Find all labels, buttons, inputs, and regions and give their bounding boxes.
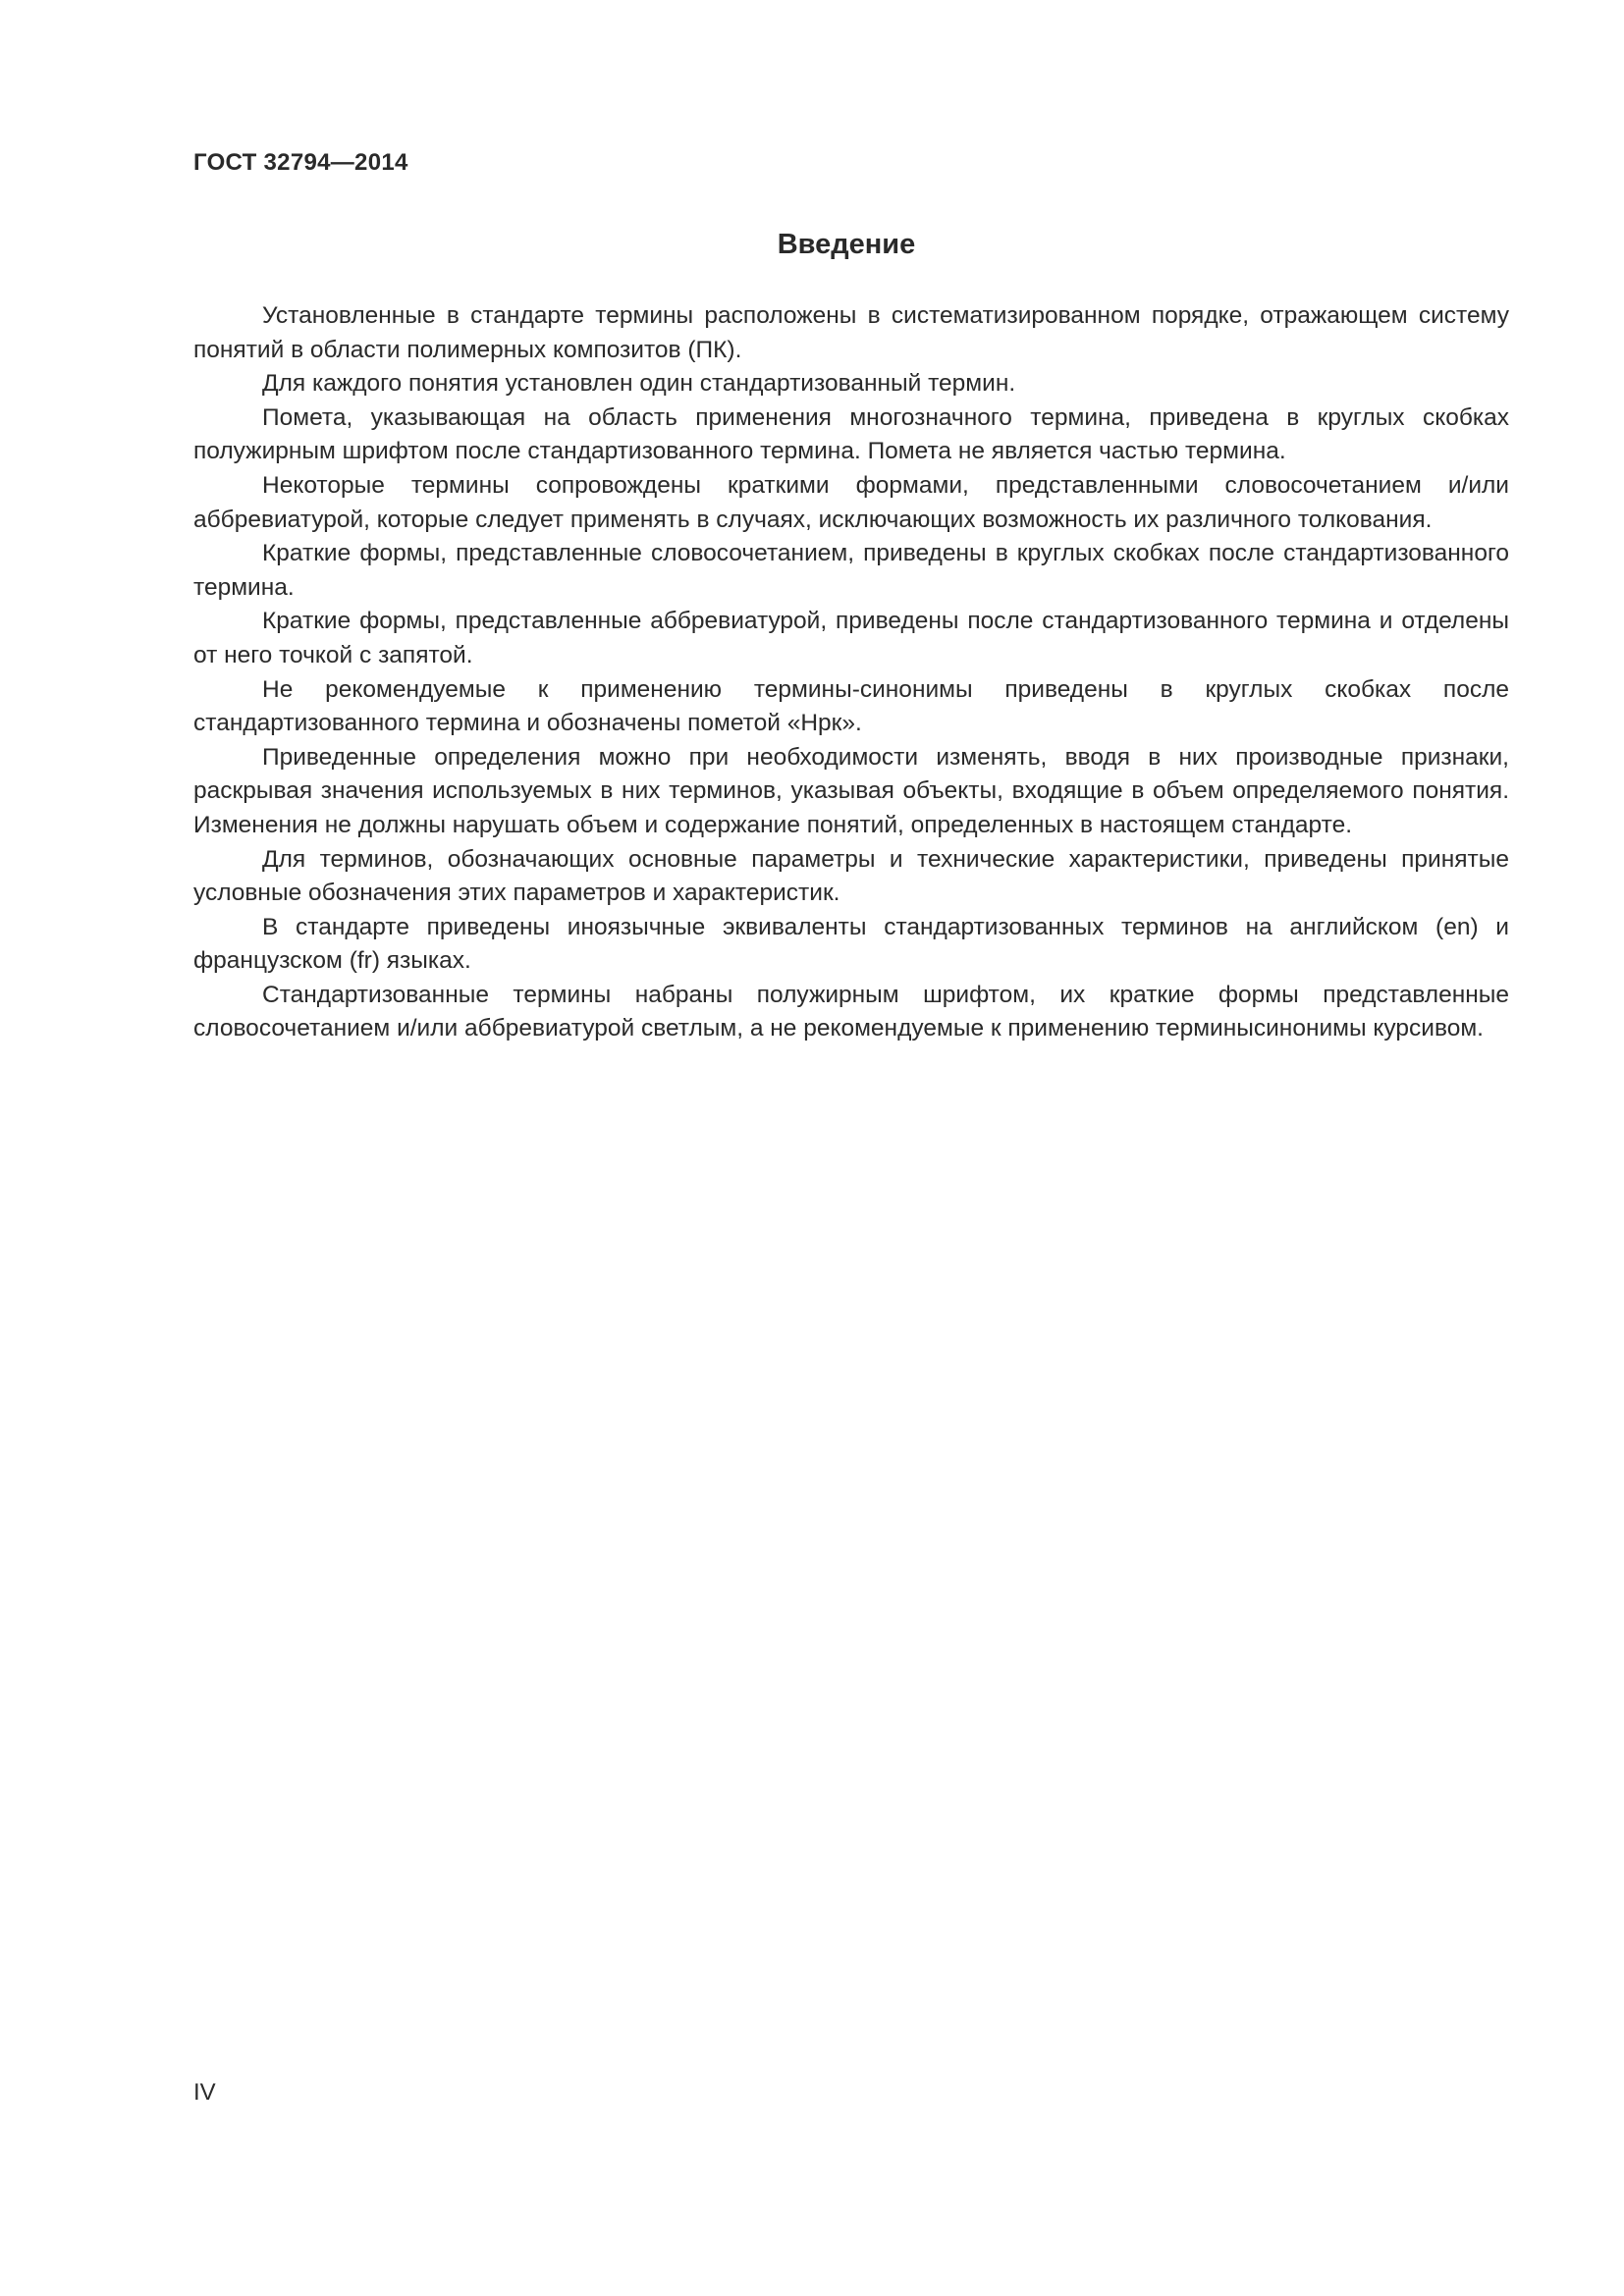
section-title: Введение <box>777 229 916 260</box>
page-number: IV <box>193 2079 216 2106</box>
paragraph: Стандартизованные термины набраны полужирным шрифтом, их краткие формы представленные словосочетанием и/или аббревиатурой светлым, а не рекомендуемые к применению терминысинонимы курсивом. <box>193 981 1509 1042</box>
paragraph: Для терминов, обозначающих основные параметры и технические характеристики, приведены принятые условные обозначения этих параметров и характеристик. <box>193 845 1509 907</box>
paragraph: В стандарте приведены иноязычные эквиваленты стандартизованных терминов на английском (en) и французском (fr) языках. <box>193 913 1509 975</box>
paragraph: Для каждого понятия установлен один стандартизованный термин. <box>262 370 1016 398</box>
paragraph: Помета, указывающая на область применения многозначного термина, приведена в круглых скобках полужирным шрифтом после стандартизованного термина. Помета не является частью термина. <box>193 403 1509 465</box>
paragraph: Краткие формы, представленные словосочетанием, приведены в круглых скобках после стандартизованного термина. <box>193 540 1509 601</box>
body-text <box>193 299 1509 1046</box>
paragraph: Не рекомендуемые к применению термины-синонимы приведены в круглых скобках после стандартизованного термина и обозначены пометой «Нрк». <box>193 675 1509 737</box>
paragraph: Установленные в стандарте термины расположены в систематизированном порядке, отражающем систему понятий в области полимерных композитов (ПК). <box>193 302 1509 363</box>
document-code: ГОСТ 32794—2014 <box>193 149 408 176</box>
paragraph: Краткие формы, представленные аббревиатурой, приведены после стандартизованного термина и отделены от него точкой с запятой. <box>193 608 1509 668</box>
paragraph: Некоторые термины сопровождены краткими формами, представленными словосочетанием и/или аббревиатурой, которые следует применять в случаях, исключающих возможность их различного толкования. <box>193 471 1509 533</box>
paragraph: Приведенные определения можно при необходимости изменять, вводя в них производные признаки, раскрывая значения используемых в них терминов, указывая объекты, входящие в объем определяемого понятия. Изменения не должны нарушать объем и содержание понятий, определенных в настоящем стандарте. <box>193 743 1509 838</box>
